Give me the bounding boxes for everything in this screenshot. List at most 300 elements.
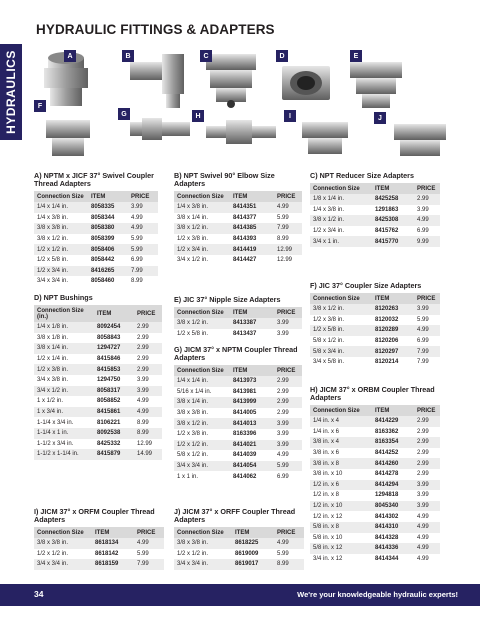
table-row (174, 244, 302, 255)
cell-item-number: 1291863 (375, 206, 399, 213)
cell-connection-size: 1/4 x 1/4 in. (174, 376, 230, 387)
price-table (174, 365, 302, 482)
cell-item-number: 8414377 (233, 214, 257, 221)
side-tab-label: HYDRAULICS (4, 50, 18, 134)
fitting-g-image (130, 118, 190, 140)
price-table (34, 305, 162, 460)
cell-price: 3.99 (277, 431, 289, 438)
column-header-item: ITEM (92, 527, 134, 538)
cell-item-number: 8092538 (94, 428, 134, 439)
table-row (174, 429, 302, 440)
fitting-d-image (282, 66, 330, 100)
photo-label-i: I (284, 110, 296, 122)
column-header-connection-size: Connection Size (310, 183, 372, 194)
cell-connection-size: 1/2 in. x 10 (310, 501, 372, 512)
cell-item-number: 8413973 (230, 376, 274, 387)
cell-price: 4.99 (274, 202, 302, 213)
section-d (34, 294, 162, 460)
cell-price: 2.99 (134, 364, 162, 375)
column-header-price: PRICE (134, 527, 164, 538)
cell-item-number: 8414021 (230, 440, 274, 451)
cell-connection-size: 1/2 x 5/8 in. (37, 257, 69, 264)
cell-price: 7.99 (134, 559, 164, 570)
table-row (310, 490, 440, 501)
cell-price: 4.99 (417, 513, 429, 520)
section-title: E) JIC 37° Nipple Size Adapters (174, 295, 281, 304)
cell-price: 5.99 (417, 316, 429, 323)
cell-connection-size: 3/8 x 1/4 in. (34, 343, 94, 354)
cell-price: 2.99 (274, 376, 302, 387)
cell-connection-size: 1-1/4 x 1 in. (34, 428, 94, 439)
cell-connection-size: 3/8 x 3/8 in. (34, 223, 88, 234)
table-row (174, 376, 302, 387)
cell-connection-size: 3/4 x 3/4 in. (174, 559, 232, 570)
cell-price: 6.99 (277, 473, 289, 480)
cell-price: 12.99 (277, 257, 293, 264)
cell-connection-size: 3/8 in. x 4 (310, 437, 372, 448)
cell-price: 5.99 (128, 244, 158, 255)
cell-item-number: 8415762 (375, 228, 399, 235)
cell-price: 3.99 (277, 330, 289, 337)
cell-price: 3.99 (414, 304, 440, 315)
cell-connection-size: 3/8 in. x 8 (310, 458, 372, 469)
cell-price: 6.99 (417, 338, 429, 345)
cell-connection-size: 1 x 3/4 in. (34, 407, 94, 418)
photo-label-e: E (350, 50, 362, 62)
cell-item-number: 8425332 (97, 440, 121, 447)
cell-item-number: 8414351 (230, 202, 274, 213)
column-header-item: ITEM (88, 191, 128, 202)
cell-item-number: 8415879 (94, 449, 134, 460)
table-row (310, 226, 440, 237)
column-header-connection-size: Connection Size (34, 191, 88, 202)
cell-price: 4.99 (277, 452, 289, 459)
page-footer (0, 584, 480, 606)
price-table (310, 405, 440, 564)
cell-connection-size: 1/2 x 1/2 in. (34, 244, 88, 255)
table-row (34, 407, 162, 418)
section-title: C) NPT Reducer Size Adapters (310, 171, 414, 180)
table-row (34, 266, 158, 277)
section-i (34, 508, 164, 570)
photo-label-f: F (34, 100, 46, 112)
cell-item-number: 8058852 (97, 398, 121, 405)
table-row (34, 439, 162, 450)
table-row (34, 428, 162, 439)
column-header-item: ITEM (230, 365, 274, 376)
table-row (174, 318, 302, 329)
price-table (174, 191, 302, 266)
photo-label-g: G (118, 108, 130, 120)
section-title: B) NPT Swivel 90° Elbow Size Adapters (174, 171, 275, 188)
cell-connection-size: 1/2 in. x 8 (313, 492, 340, 499)
cell-item-number: 8414252 (375, 450, 399, 457)
cell-price: 3.99 (134, 386, 162, 397)
cell-connection-size: 1/2 x 3/4 in. (313, 228, 345, 235)
table-row (174, 387, 302, 398)
cell-price: 2.99 (274, 397, 302, 408)
cell-item-number: 8414229 (372, 416, 414, 427)
section-f (310, 282, 440, 368)
fitting-j-image (394, 124, 446, 156)
price-table (174, 527, 304, 570)
table-row (34, 396, 162, 407)
cell-connection-size: 3/4 x 3/8 in. (37, 377, 69, 384)
table-row (310, 448, 440, 459)
table-row (310, 304, 440, 315)
cell-item-number: 8618134 (92, 538, 134, 549)
cell-item-number: 8058335 (88, 202, 128, 213)
cell-price: 3.99 (274, 318, 302, 329)
cell-connection-size: 3/4 in. x 12 (313, 556, 343, 563)
cell-price: 2.99 (134, 322, 162, 333)
cell-price: 4.99 (414, 543, 440, 554)
table-row (310, 437, 440, 448)
cell-item-number: 8414005 (233, 410, 257, 417)
column-header-item: ITEM (94, 305, 134, 322)
table-row (310, 416, 440, 427)
table-row (34, 333, 162, 344)
table-row (34, 322, 162, 333)
cell-price: 5.99 (277, 550, 289, 557)
photo-label-h: H (192, 110, 204, 122)
cell-price: 4.99 (414, 215, 440, 226)
cell-price: 4.99 (417, 534, 429, 541)
cell-connection-size: 5/8 in. x 10 (313, 534, 343, 541)
cell-connection-size: 3/4 x 3/4 in. (174, 461, 230, 472)
cell-connection-size: 1/2 x 3/8 in. (313, 316, 345, 323)
price-table (34, 527, 164, 570)
cell-item-number: 8618142 (95, 550, 119, 557)
cell-price: 2.99 (134, 343, 162, 354)
section-title: H) JICM 37° x ORBM Coupler Thread Adapters (310, 385, 435, 402)
table-row (310, 315, 440, 326)
cell-connection-size: 3/8 in. x 10 (313, 471, 343, 478)
cell-price: 4.99 (134, 407, 162, 418)
cell-connection-size: 3/8 x 3/8 in. (177, 410, 209, 417)
table-row (310, 554, 440, 565)
table-row (34, 354, 162, 365)
cell-price: 4.99 (134, 538, 164, 549)
cell-price: 3.99 (137, 377, 149, 384)
cell-connection-size: 1/8 x 1/4 in. (310, 194, 372, 205)
table-row (310, 236, 440, 247)
table-row (34, 417, 162, 428)
section-title: A) NPTM x JICF 37° Swivel Coupler Thread Adapters (34, 171, 154, 188)
table-row (34, 549, 164, 560)
photo-label-b: B (122, 50, 134, 62)
cell-connection-size: 3/8 x 3/8 in. (174, 538, 232, 549)
column-header-price: PRICE (414, 293, 440, 304)
cell-price: 6.99 (417, 228, 429, 235)
cell-price: 12.99 (274, 244, 302, 255)
cell-item-number: 8058399 (91, 236, 115, 243)
cell-price: 3.99 (274, 418, 302, 429)
section-a (34, 172, 158, 287)
cell-connection-size: 1/4 in. x 6 (313, 428, 340, 435)
cell-connection-size: 1-1/2 x 1-1/4 in. (34, 449, 94, 460)
cell-item-number: 8120263 (372, 304, 414, 315)
column-header-price: PRICE (274, 527, 304, 538)
cell-connection-size: 1/2 x 3/8 in. (177, 431, 209, 438)
cell-item-number: 8058843 (97, 334, 121, 341)
column-header-connection-size: Connection Size (174, 365, 230, 376)
cell-item-number: 1294727 (94, 343, 134, 354)
cell-item-number: 8415846 (97, 356, 121, 363)
table-row (174, 549, 304, 560)
cell-item-number: 1294750 (97, 377, 121, 384)
section-g (174, 346, 302, 482)
cell-item-number: 8414393 (233, 236, 257, 243)
cell-connection-size: 1/4 x 1/8 in. (34, 322, 94, 333)
cell-item-number: 8414260 (372, 458, 414, 469)
cell-connection-size: 3/4 x 3/4 in. (37, 278, 69, 285)
cell-connection-size: 1/2 x 1/4 in. (37, 356, 69, 363)
cell-item-number: 8414278 (375, 471, 399, 478)
cell-connection-size: 1/2 x 1/2 in. (177, 550, 209, 557)
cell-item-number: 8163354 (372, 437, 414, 448)
cell-connection-size: 1/2 x 1/2 in. (174, 440, 230, 451)
cell-connection-size: 1/4 x 3/8 in. (37, 214, 69, 221)
cell-connection-size: 3/8 x 1/2 in. (37, 236, 69, 243)
cell-connection-size: 3/8 x 1/2 in. (174, 223, 230, 234)
column-header-connection-size: Connection Size (in.) (34, 305, 94, 322)
column-header-price: PRICE (274, 191, 302, 202)
cell-connection-size: 3/8 x 1/2 in. (310, 215, 372, 226)
table-row (34, 559, 164, 570)
table-row (310, 543, 440, 554)
cell-item-number: 8414385 (230, 223, 274, 234)
cell-price: 8.99 (277, 236, 289, 243)
fitting-b-image (130, 54, 184, 108)
cell-connection-size: 3/8 x 1/4 in. (174, 397, 230, 408)
cell-connection-size: 1/2 x 1/2 in. (37, 550, 69, 557)
table-row (174, 329, 302, 340)
cell-connection-size: 1/2 in. x 12 (313, 513, 343, 520)
price-table (34, 191, 158, 287)
table-row (34, 375, 162, 386)
cell-item-number: 8163362 (375, 428, 399, 435)
column-header-price: PRICE (134, 305, 162, 322)
table-row (34, 449, 162, 460)
column-header-connection-size: Connection Size (34, 527, 92, 538)
page-title: HYDRAULIC FITTINGS & ADAPTERS (36, 22, 275, 37)
footer-tagline: We're your knowledgeable hydraulic experts! (297, 590, 458, 599)
section-title: J) JICM 37° x ORFF Coupler Thread Adapters (174, 507, 296, 524)
cell-item-number: 8415853 (94, 364, 134, 375)
cell-price: 5.99 (137, 550, 149, 557)
column-header-item: ITEM (372, 183, 414, 194)
cell-item-number: 8120032 (375, 316, 399, 323)
table-row (34, 538, 164, 549)
cell-connection-size: 5/8 x 1/2 in. (313, 338, 345, 345)
cell-price: 6.99 (131, 257, 143, 264)
cell-price: 3.99 (274, 440, 302, 451)
table-row (174, 471, 302, 482)
cell-connection-size: 1-1/4 x 3/4 in. (37, 419, 74, 426)
cell-connection-size: 1/2 x 3/4 in. (34, 266, 88, 277)
column-header-connection-size: Connection Size (310, 293, 372, 304)
table-row (34, 213, 158, 224)
column-header-connection-size: Connection Size (174, 527, 232, 538)
cell-connection-size: 1/4 in. x 4 (310, 416, 372, 427)
table-row (310, 522, 440, 533)
cell-price: 4.99 (137, 398, 149, 405)
cell-price: 8.99 (134, 428, 162, 439)
cell-connection-size: 5/8 x 3/4 in. (310, 346, 372, 357)
cell-item-number: 8414039 (233, 452, 257, 459)
table-row (174, 408, 302, 419)
cell-item-number: 8414427 (233, 257, 257, 264)
table-row (174, 213, 302, 224)
cell-price: 2.99 (414, 194, 440, 205)
cell-item-number: 8415861 (94, 407, 134, 418)
cell-item-number: 1294818 (375, 492, 399, 499)
cell-connection-size: 5/8 in. x 8 (310, 522, 372, 533)
cell-price: 8.99 (131, 278, 143, 285)
photo-label-d: D (276, 50, 288, 62)
cell-item-number: 8414302 (375, 513, 399, 520)
cell-price: 2.99 (417, 428, 429, 435)
column-header-item: ITEM (372, 293, 414, 304)
cell-connection-size: 3/8 x 1/2 in. (174, 418, 230, 429)
table-row (174, 450, 302, 461)
cell-connection-size: 1 x 1/2 in. (37, 398, 64, 405)
cell-connection-size: 3/4 x 1/2 in. (34, 386, 94, 397)
table-row (34, 364, 162, 375)
cell-connection-size: 1/2 x 5/8 in. (310, 325, 372, 336)
cell-price: 4.99 (128, 223, 158, 234)
cell-item-number: 8092454 (94, 322, 134, 333)
cell-item-number: 8619009 (235, 550, 259, 557)
fitting-h-image (206, 120, 276, 144)
table-row (174, 397, 302, 408)
cell-item-number: 8416265 (88, 266, 128, 277)
cell-item-number: 8619017 (232, 559, 274, 570)
cell-connection-size: 3/4 x 1/2 in. (177, 257, 209, 264)
table-row (310, 427, 440, 438)
cell-item-number: 8163396 (233, 431, 257, 438)
cell-item-number: 8058317 (94, 386, 134, 397)
cell-price: 5.99 (277, 214, 289, 221)
cell-item-number: 8058406 (88, 244, 128, 255)
column-header-connection-size: Connection Size (310, 405, 372, 416)
table-row (310, 357, 440, 368)
cell-item-number: 8414054 (230, 461, 274, 472)
cell-price: 2.99 (414, 458, 440, 469)
column-header-connection-size: Connection Size (174, 191, 230, 202)
photo-label-a: A (64, 50, 76, 62)
cell-price: 3.99 (417, 492, 429, 499)
column-header-price: PRICE (128, 191, 158, 202)
fitting-c-image (206, 54, 256, 108)
cell-price: 4.99 (274, 538, 304, 549)
cell-price: 8.99 (137, 419, 149, 426)
cell-price: 2.99 (137, 356, 149, 363)
table-row (34, 255, 158, 266)
cell-connection-size: 5/16 x 1/4 in. (177, 388, 212, 395)
cell-item-number: 8425308 (372, 215, 414, 226)
table-row (174, 559, 304, 570)
table-row (34, 202, 158, 213)
page-number: 34 (34, 589, 44, 599)
cell-price: 4.99 (131, 214, 143, 221)
cell-price: 5.99 (274, 461, 302, 472)
cell-item-number: 8414013 (230, 418, 274, 429)
cell-item-number: 8413437 (233, 330, 257, 337)
table-row (310, 501, 440, 512)
cell-price: 7.99 (417, 359, 429, 366)
cell-connection-size: 5/8 in. x 12 (310, 543, 372, 554)
cell-item-number: 8120297 (372, 346, 414, 357)
cell-connection-size: 1/2 in. x 6 (310, 480, 372, 491)
table-row (310, 480, 440, 491)
cell-connection-size: 3/8 x 1/2 in. (310, 304, 372, 315)
cell-item-number: 8106221 (97, 419, 121, 426)
table-row (310, 458, 440, 469)
cell-price: 4.99 (414, 522, 440, 533)
cell-price: 2.99 (414, 437, 440, 448)
section-b (174, 172, 302, 266)
cell-price: 12.99 (137, 440, 153, 447)
cell-item-number: 8414062 (233, 473, 257, 480)
cell-price: 4.99 (414, 325, 440, 336)
cell-item-number: 8414336 (372, 543, 414, 554)
column-header-item: ITEM (230, 307, 274, 318)
price-table (310, 183, 440, 247)
column-header-price: PRICE (274, 365, 302, 376)
section-e (174, 296, 302, 339)
cell-price: 2.99 (277, 410, 289, 417)
table-row (174, 461, 302, 472)
cell-item-number: 8120214 (375, 359, 399, 366)
cell-item-number: 8058460 (91, 278, 115, 285)
section-title: D) NPT Bushings (34, 293, 93, 302)
table-row (34, 343, 162, 354)
table-row (310, 325, 440, 336)
table-row (34, 386, 162, 397)
fitting-e-image (350, 62, 402, 108)
table-row (310, 205, 440, 216)
fitting-f-image (46, 120, 90, 156)
cell-item-number: 8058344 (91, 214, 115, 221)
cell-item-number: 8414328 (375, 534, 399, 541)
table-row (310, 533, 440, 544)
fittings-illustration (30, 44, 472, 162)
column-header-item: ITEM (232, 527, 274, 538)
column-header-price: PRICE (414, 183, 440, 194)
table-row (310, 215, 440, 226)
cell-item-number: 8414419 (230, 244, 274, 255)
section-c (310, 172, 440, 247)
cell-price: 2.99 (414, 416, 440, 427)
cell-item-number: 8414344 (375, 556, 399, 563)
cell-price: 2.99 (137, 334, 149, 341)
cell-connection-size: 1/2 x 3/8 in. (34, 364, 94, 375)
cell-item-number: 8415770 (372, 236, 414, 247)
product-photos (30, 44, 472, 162)
cell-price: 7.99 (128, 266, 158, 277)
cell-connection-size: 1/2 x 3/8 in. (177, 236, 209, 243)
table-row (310, 336, 440, 347)
photo-label-c: C (200, 50, 212, 62)
cell-connection-size: 1/4 x 1/4 in. (34, 202, 88, 213)
fitting-i-image (302, 122, 348, 154)
cell-connection-size: 3/8 x 1/4 in. (177, 214, 209, 221)
table-row (174, 418, 302, 429)
table-row (174, 538, 304, 549)
cell-connection-size: 1 x 1 in. (177, 473, 199, 480)
